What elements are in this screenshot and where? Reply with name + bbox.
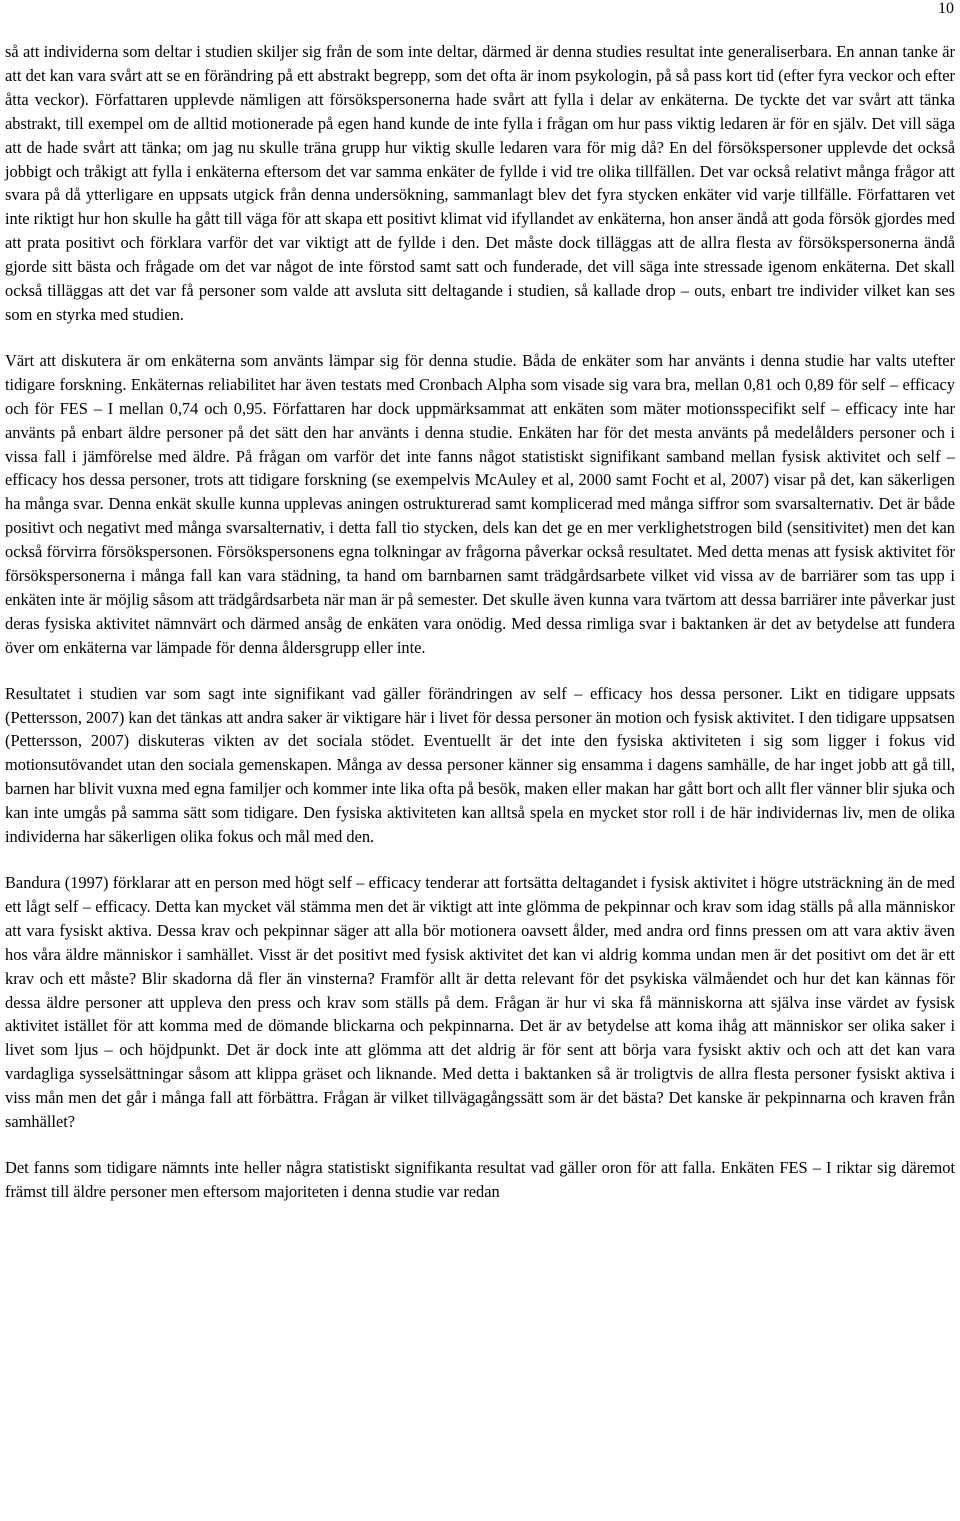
page-number: 10 (938, 0, 954, 17)
paragraph-questionnaires: Värt att diskutera är om enkäterna som använts lämpar sig för denna studie. Båda de enkäter som har använts i denna studie har valts utefter tidigare forskning. Enkäternas reliabilitet har även testats med Cronbach Alpha som visade sig vara bra, mellan 0,81 och 0,89 för self – efficacy och för FES – I mellan 0,74 och 0,95. Författaren har dock uppmärksammat att enkäten som mäter motionsspecifikt self – efficacy inte har använts på enbart äldre personer på det sätt den har använts i denna studie. Enkäten har för det mesta använts på medelålders personer och i vissa fall i jämförelse med äldre. På frågan om varför det inte fanns något statistiskt signifikant samband mellan fysisk aktivitet och self – efficacy hos dessa personer, trots att tidigare forskning (se exempelvis McAuley et al, 2000 samt Focht et al, 2007) visar på det, kan säkerligen ha många svar. Denna enkät skulle kunna upplevas aningen ostrukturerad samt komplicerad med många siffror som svarsalternativ. Det är både positivt och negativt med många svarsalternativ, i detta fall tio stycken, dels kan det ge en mer verklighetstrogen bild (sensitivitet) men det kan också förvirra försökspersonen. Försökspersonens egna tolkningar av frågorna påverkar också resultatet. Med detta menas att fysisk aktivitet för försökspersonerna i många fall kan vara städning, ta hand om barnbarnen samt trädgårdsarbete vilket vid vissa av de barriärer som tas upp i enkäten inte är möjlig såsom att trädgårdsarbeta när man är på semester. Det skulle även kunna vara tvärtom att dessa barriärer inte påverkar just deras fysiska aktivitet nämnvärt och därmed ansåg de enkäten vara onödig. Med dessa rimliga svar i baktanken är det av betydelse att fundera över om enkäterna var lämpade för denna åldersgrupp eller inte. (5, 350, 955, 657)
document-body (5, 40, 955, 1204)
paragraph-limitations: så att individerna som deltar i studien skiljer sig från de som inte deltar, därmed är denna studies resultat inte generaliserbara. En annan tanke är att det kan vara svårt att se en förändring på ett abstrakt begrepp, som det ofta är inom psykologin, på så pass kort tid (efter fyra veckor och efter åtta veckor). Författaren upplevde nämligen att försökspersonerna hade svårt att fylla i delar av enkäterna. De tyckte det var svårt att tänka abstrakt, till exempel om de alltid motionerade på egen hand kunde de inte fylla i frågan om hur pass viktig ledaren är för en själv. Det vill säga att de hade svårt att tänka; om jag nu skulle träna grupp hur viktig skulle ledaren vara för mig då? En del försökspersoner upplevde det också jobbigt och tråkigt att fylla i enkäterna eftersom det var samma enkäter de fyllde i vid tre olika tillfällen. Det var också relativt många frågor att svara på då ytterligare en uppsats utgick från denna undersökning, sammanlagt blev det fyra stycken enkäter vid varje tillfälle. Författaren vet inte riktigt hur hon skulle ha gått till väga för att skapa ett positivt klimat vid ifyllandet av enkäterna, hon anser ändå att goda försök gjordes med att prata positivt och förklara varför det var viktigt att de fyllde i den. Det måste dock tilläggas att de allra flesta av försökspersonerna ändå gjorde sitt bästa och frågade om det var något de inte förstod samt satt och funderade, det vill säga inte stressade igenom enkäterna. Det skall också tilläggas att det var få personer som valde att avsluta sitt deltagande i studien, så kallade drop – outs, enbart tre individer vilket kan ses som en styrka med studien. (5, 42, 955, 324)
paragraph-bandura: Bandura (1997) förklarar att en person med högt self – efficacy tenderar att fortsätta deltagandet i fysisk aktivitet i högre utsträckning än de med ett lågt self – efficacy. Detta kan mycket väl stämma men det är viktigt att inte glömma de pekpinnar och krav som idag ställs på alla människor att vara fysiskt aktiva. Dessa krav och pekpinnar säger att alla bör motionera oavsett ålder, med andra ord finns pressen om att vara aktiv även hos våra äldre människor i samhället. Visst är det positivt med fysisk aktivitet det kan vi aldrig komma undan men är det positivt om det är ett krav och ett måste? Blir skadorna då fler än vinsterna? Framför allt är detta relevant för det psykiska välmåendet och hur det kan kännas för dessa äldre personer att uppleva den press och krav som ställs på dem. Frågan är hur vi ska få människorna att själva inse värdet av fysisk aktivitet istället för att komma med de dömande blickarna och pekpinnarna. Det är av betydelse att koma ihåg att människor ser olika saker i livet som ljus – och höjdpunkt. Det är dock inte att glömma att det aldrig är för sent att börja vara fysiskt aktiv och och att det kan vara vardagliga sysselsättningar såsom att klippa gräset och liknande. Med detta i baktanken så är troligtvis de allra flesta personer fysiskt aktiva i viss mån men det går i många fall att förbättra. Frågan är vilket tillvägagångssätt som är det bästa? Det kanske är pekpinnarna och kraven från samhället? (5, 873, 955, 1132)
paragraph-fes: Det fanns som tidigare nämnts inte heller några statistiskt signifikanta resultat vad gäller oron för att falla. Enkäten FES – I riktar sig däremot främst till äldre personer men eftersom majoriteten i denna studie var redan (5, 1157, 955, 1201)
paragraph-results: Resultatet i studien var som sagt inte signifikant vad gäller förändringen av self – efficacy hos dessa personer. Likt en tidigare uppsats (Pettersson, 2007) kan det tänkas att andra saker är viktigare här i livet för dessa personer än motion och fysisk aktivitet. I den tidigare uppsatsen (Pettersson, 2007) diskuteras vikten av det sociala stödet. Eventuellt är det inte den fysiska aktiviteten i sig som ligger i fokus vid motionsutövandet utan den sociala gemenskapen. Många av dessa personer känner sig ensamma i dagens samhälle, de har inget jobb att gå till, barnen har blivit vuxna med egna familjer och kommer inte lika ofta på besök, maken eller makan har gått bort och allt fler vänner blir sjuka och kan inte umgås på samma sätt som tidigare. Den fysiska aktiviteten kan alltså spela en mycket stor roll i de här individernas liv, men de olika individerna har säkerligen olika fokus och mål med den. (5, 683, 955, 847)
